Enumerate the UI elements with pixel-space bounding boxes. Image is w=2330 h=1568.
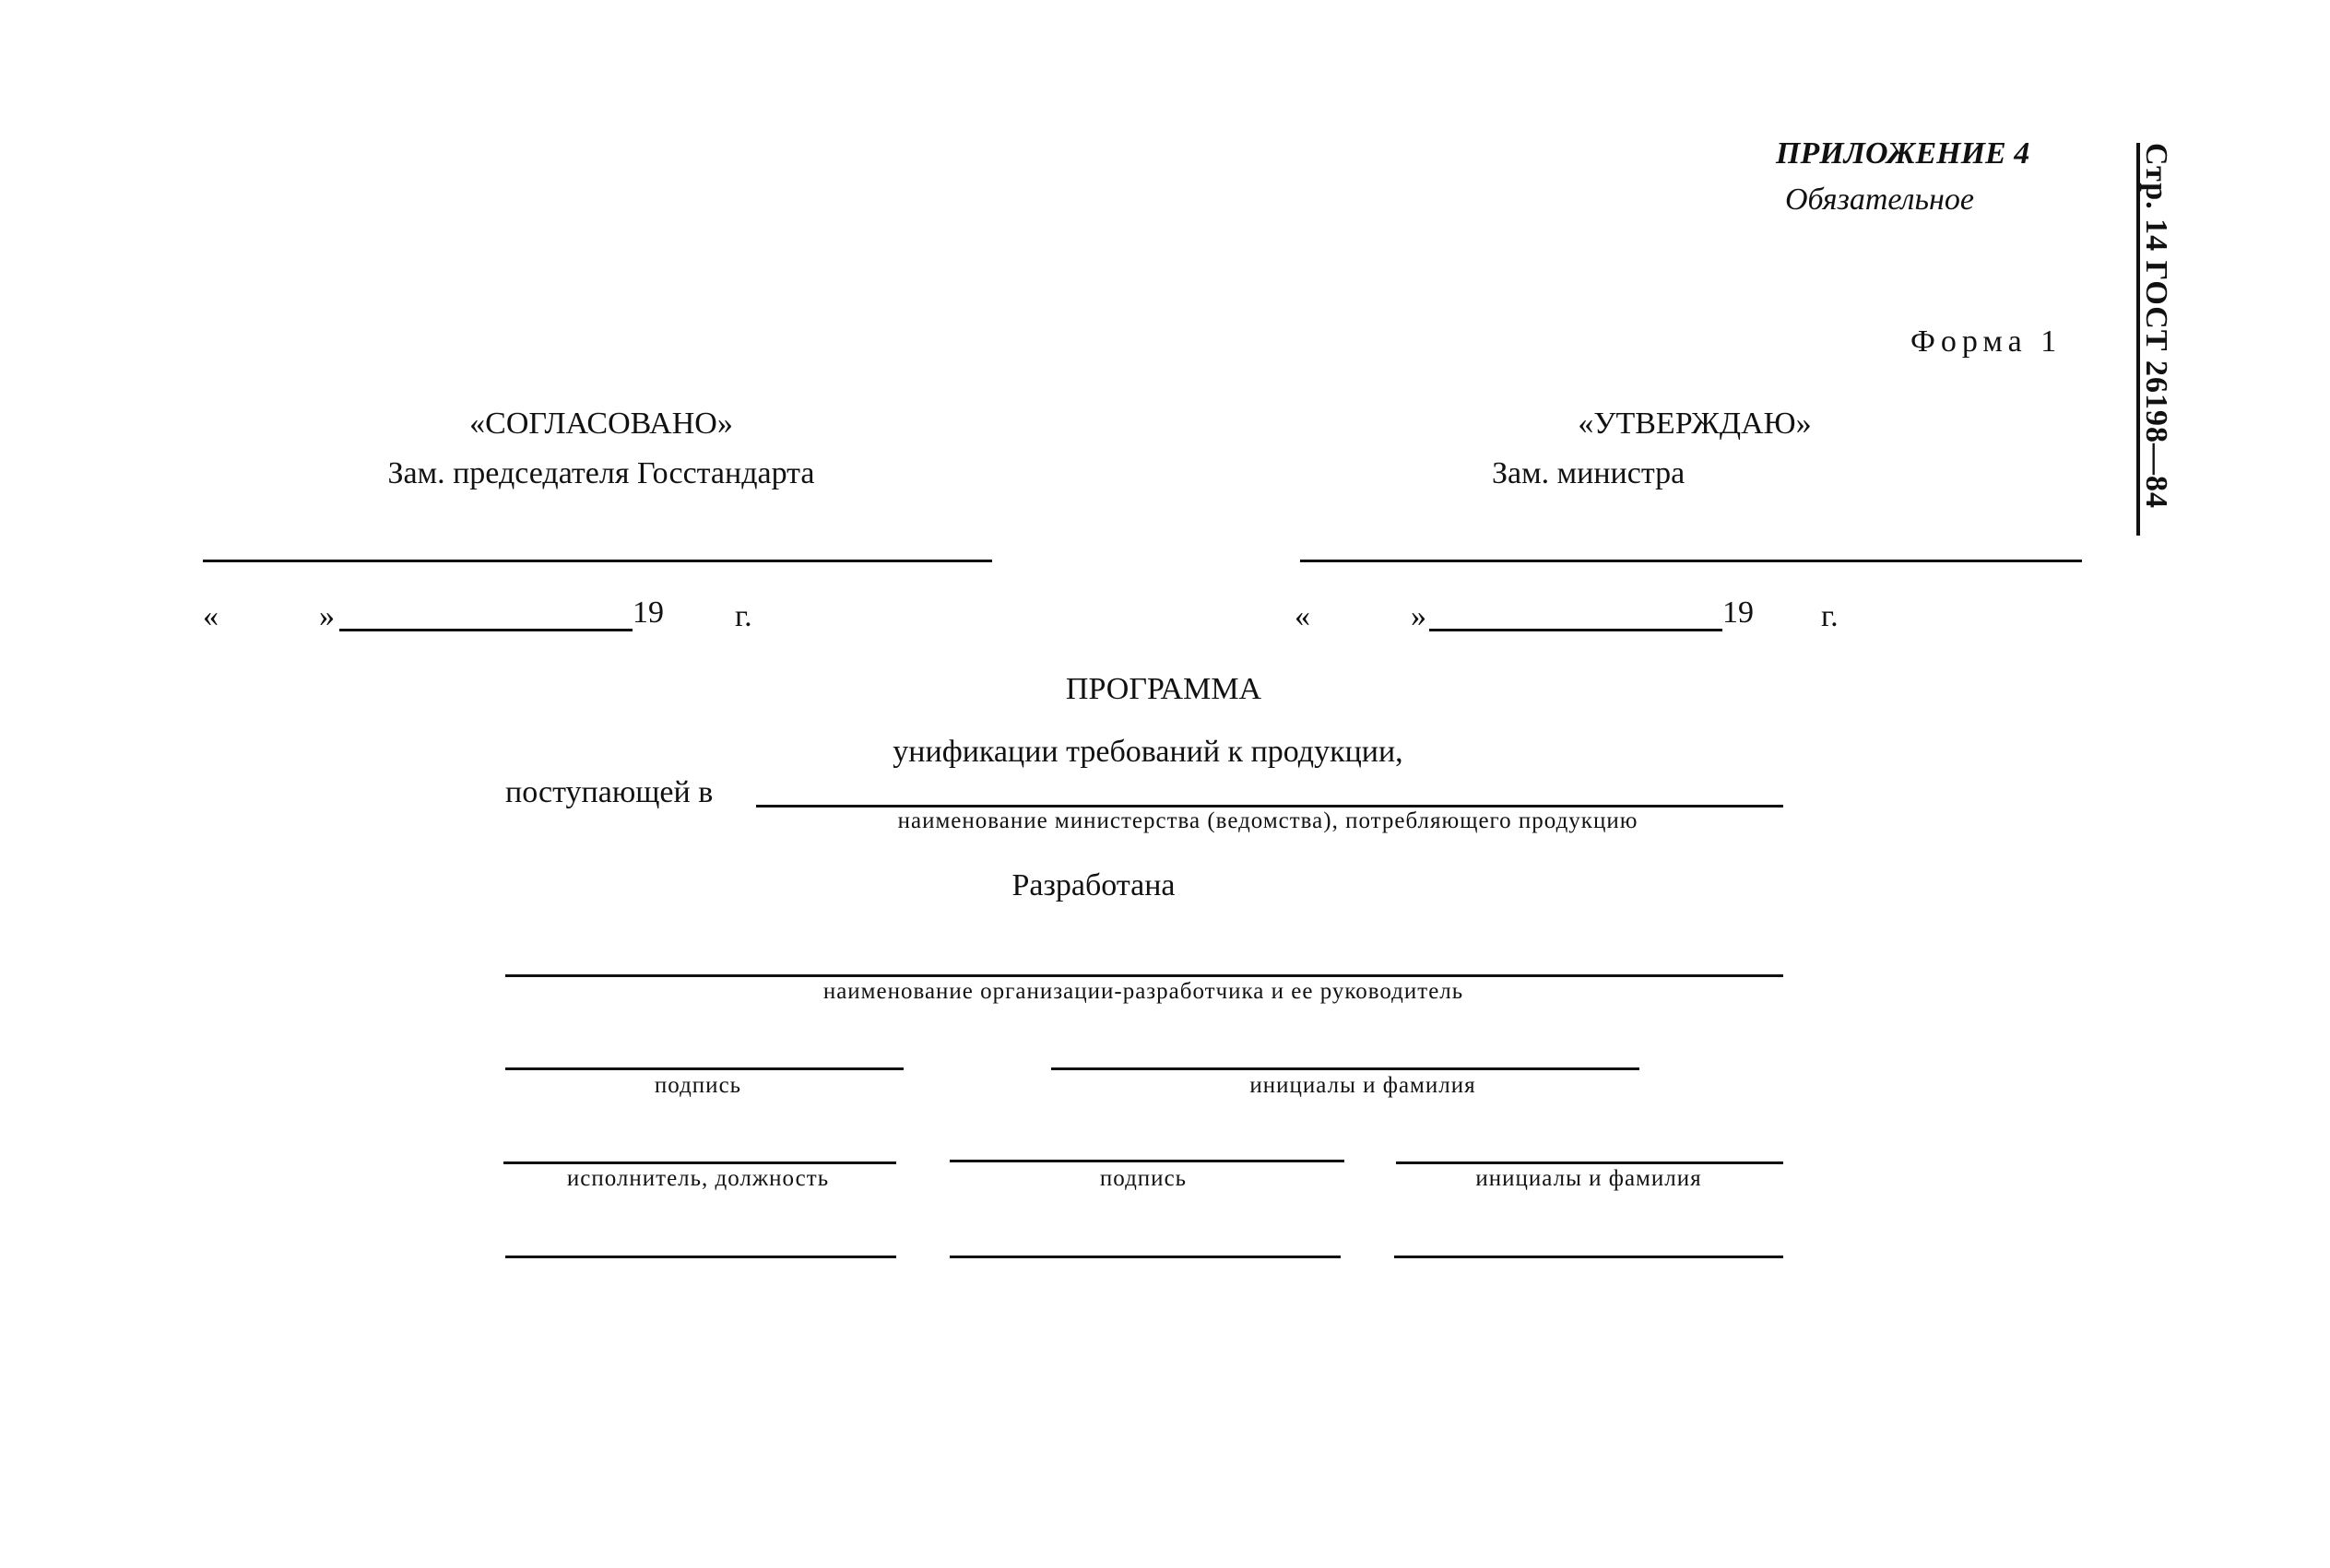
agreed-month-line [339,629,633,631]
agreed-title: «СОГЛАСОВАНО» [469,407,733,441]
executor-signature-caption: подпись [1099,1166,1188,1191]
agreed-year: 19 [633,595,664,630]
extra-line-2 [950,1256,1341,1258]
executor-name-line [1396,1161,1783,1164]
side-reference: Стр. 14 ГОСТ 26198—84 [2139,143,2173,510]
program-title: ПРОГРАММА [1065,672,1262,706]
manager-signature-line [505,1067,904,1070]
approve-title: «УТВЕРЖДАЮ» [1578,407,1812,441]
executor-position-line [503,1161,896,1164]
manager-name-caption: инициалы и фамилия [1249,1073,1476,1098]
executor-name-caption: инициалы и фамилия [1475,1166,1702,1191]
approve-year-suffix: г. [1821,599,1839,633]
manager-signature-caption: подпись [654,1073,742,1098]
executor-position-caption: исполнитель, должность [566,1166,830,1191]
extra-line-1 [505,1256,896,1258]
approve-month-line [1429,629,1722,631]
developed-label: Разработана [1011,868,1176,902]
form-label: Форма 1 [1910,324,2063,359]
agreed-signature-line [203,560,992,562]
agreed-date-open-quote: « [203,599,219,633]
program-subtitle: унификации требований к продукции, [893,735,1403,769]
ministry-line [756,805,1783,808]
appendix-label: ПРИЛОЖЕНИЕ 4 [1776,136,2030,171]
mandatory-label: Обязательное [1785,183,1974,217]
extra-line-3 [1394,1256,1783,1258]
approve-date-open-quote: « [1295,599,1310,633]
agreed-date-close-quote: » [319,599,335,633]
approve-year: 19 [1722,595,1754,630]
agreed-year-suffix: г. [735,599,752,633]
approve-position: Зам. министра [1492,456,1685,490]
executor-signature-line [950,1160,1344,1162]
organization-caption: наименование организации-разработчика и ее руководитель [822,979,1464,1004]
incoming-label: поступающей в [505,775,714,809]
agreed-position: Зам. председателя Госстандарта [387,456,815,490]
organization-line [505,974,1783,977]
approve-signature-line [1300,560,2082,562]
approve-date-close-quote: » [1411,599,1426,633]
manager-name-line [1051,1067,1639,1070]
ministry-caption: наименование министерства (ведомства), потребляющего продукцию [897,808,1638,833]
